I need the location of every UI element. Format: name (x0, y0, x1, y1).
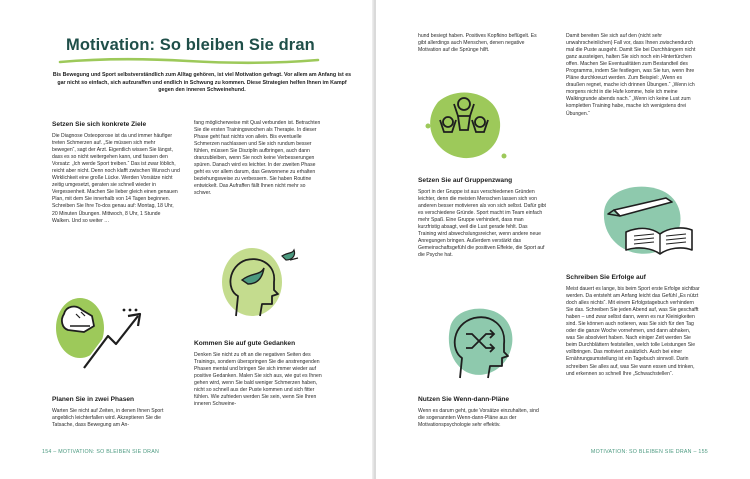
footer-left: 154 – MOTIVATION: SO BLEIBEN SIE DRAN (42, 449, 160, 455)
text-kopfkino-continued: hund besiegt haben. Positives Kopfkino beflügelt. Es gibt allerdings auch Menschen, denen negative Motivation auf die Sprünge hilft. (418, 33, 537, 54)
group-cheer-icon (418, 82, 514, 168)
heading-wenn-dann: Nutzen Sie Wenn-dann-Pläne (418, 396, 510, 403)
text-wenn-dann: Wenn es darum geht, gute Vorsätze einzuhalten, sind die sogenannten Wenn-dann-Pläne aus der Motivationspsychologie sehr effektiv. (418, 408, 539, 429)
pencil-notebook-icon (592, 176, 696, 262)
title-underline (58, 56, 320, 66)
text-konkrete-ziele: Die Diagnose Osteoporose ist da und immer häufiger treten Schmerzen auf. „Sie müssen sich mehr bewegen“, sagt der Arzt. Eigentlich wissen Sie längst, dass es so nicht weitergehen kann, und fassen den Vorsatz: „Ich werde Sport treiben.“ Das ist zwar löblich, reicht aber nicht. Denn noch klafft zwischen Wunsch und Wirklichkeit eine große Lücke. Werden Vorsätze nicht zeitig umgesetzt, geraten sie schnell wieder in Vergessenheit. Machen Sie lieber gleich einen genauen Plan, mit dem Sie innerhalb von 14 Tagen beginnen. Schreiben Sie Ihre To-dos genau auf: Montag, 18 Uhr, 20 Minuten Übungen. Mittwoch, 8 Uhr, 1 Stunde Walken. Und so weiter … (52, 133, 180, 224)
sneaker-arrow-icon (54, 286, 150, 372)
text-zwei-phasen: Warten Sie nicht auf Zeiten, in denen Ihnen Sport angeblich leichterfallen wird. Akzeptieren Sie die Tatsache, dass Bewegung am An- (52, 408, 164, 429)
text-zwei-phasen-continued: fang möglicherweise mit Qual verbunden ist. Betrachten Sie die ersten Trainingswochen als Therapie. In dieser Phase geht fast nichts von allein. Bis eventuelle Schmerzen nachlassen und Sie sich rundum besser fühlen, müssen Sie Disziplin aufbringen, auch dann dranzubleiben, wenn Sie noch keine Verbesserungen spüren. Danach wird es leichter. In der zweiten Phase geht es vor allem darum, das Gewonnene zu erhalten beziehungsweise zu verbessern. Sie haben Routine entwickelt. Das Aufraffen fällt Ihnen nicht mehr so schwer. (194, 120, 321, 197)
heading-erfolge-aufschreiben: Schreiben Sie Erfolge auf (566, 274, 646, 281)
text-wenn-dann-continued: Damit bereiten Sie sich auf den (nicht sehr unwahrscheinlichen) Fall vor, dass Ihnen zwischendurch mal die Puste ausgeht. Damit Sie bei Durchhängern nicht ganz aussteigen, halten Sie sich noch ein Hintertürchen offen. Machen Sie Eventualitäten zum Bestandteil des Programms, indem Sie festlegen, was Sie tun, wenn Ihre Pläne durchkreuzt werden. Zum Beispiel: „Wenn es draußen regnet, mache ich drinnen Übungen.“ „Wenn ich morgens nicht in die Hufe komme, hole ich meine Walkingrunde abends nach.“ „Wenn ich keine Lust zum kompletten Training habe, mache ich wenigstens drei Übungen.“ (566, 33, 696, 117)
text-erfolge-aufschreiben: Meist dauert es lange, bis beim Sport erste Erfolge sichtbar werden. Da entsteht am Anfang leicht das Gefühl „Es nützt doch alles nichts“. Mit einem Erfolgstagebuch verhindern Sie das. Schreiben Sie jeden Abend auf, was Sie geschafft haben – und zwar selbst dann, wenn es nur Kleinigkeiten sind. Sie können auch notieren, was Sie sich für den Tag oder die ganze Woche vornehmen, und dann abhaken, was Sie absolviert haben. Nach einiger Zeit werden Sie beim Durchblättern feststellen, welch tolle Leistungen Sie vollbringen. Das motiviert zusätzlich. Auch bei einer Ernährungsumstellung ist ein Tagebuch sinnvoll. Darin schreiben Sie alles auf, was Sie wann essen und trinken, und erkennen so schnell Ihre „Schwachstellen“. (566, 286, 700, 377)
text-gruppenzwang: Sport in der Gruppe ist aus verschiedenen Gründen leichter, denn die meisten Menschen lassen sich von anderen besser motivieren als von sich selbst. Dafür gibt es verschiedene Gründe. Sport macht im Team einfach mehr Spaß. Eine Gruppe verhindert, dass man kurzfristig absagt, weil die Lust gerade fehlt. Das Training wird abwechslungsreicher, wenn andere neue Anregungen bringen. Außerdem verstärkt das Gemeinschaftsgefühl die positiven Effekte, die Sport auf die Psyche hat. (418, 189, 546, 259)
heading-zwei-phasen: Planen Sie in zwei Phasen (52, 396, 135, 403)
heading-gute-gedanken: Kommen Sie auf gute Gedanken (194, 340, 296, 347)
intro-text: Bis Bewegung und Sport selbstverständlich zum Alltag gehören, ist viel Motivation gefragt. Vor allem am Anfang ist es gar nicht so einfach, sich aufzuraffen und endlich in Schwung zu kommen. Diese Strategien helfen Ihnen im Kampf gegen den inneren Schweinehund. (52, 72, 352, 94)
text-gute-gedanken: Denken Sie nicht zu oft an die negativen Seiten des Trainings, sondern überspringen Sie die anstrengenden Phasen mental und bringen Sie sich immer wieder auf positive Gedanken. Malen Sie sich aus, wie gut es Ihnen gehen wird, wenn Sie bald weniger Schmerzen haben, nicht so schnell aus der Puste kommen und sich fitter fühlen. Wie zufrieden werden Sie sein, wenn Sie Ihren inneren Schweine- (194, 352, 322, 408)
heading-konkrete-ziele: Setzen Sie sich konkrete Ziele (52, 121, 147, 128)
right-page (376, 0, 750, 479)
head-shuffle-icon (432, 298, 528, 384)
page-title: Motivation: So bleiben Sie dran (66, 36, 315, 54)
head-birds-icon (212, 236, 312, 322)
left-page (0, 0, 374, 479)
heading-gruppenzwang: Setzen Sie auf Gruppenzwang (418, 177, 513, 184)
footer-right: MOTIVATION: SO BLEIBEN SIE DRAN – 155 (590, 449, 708, 455)
